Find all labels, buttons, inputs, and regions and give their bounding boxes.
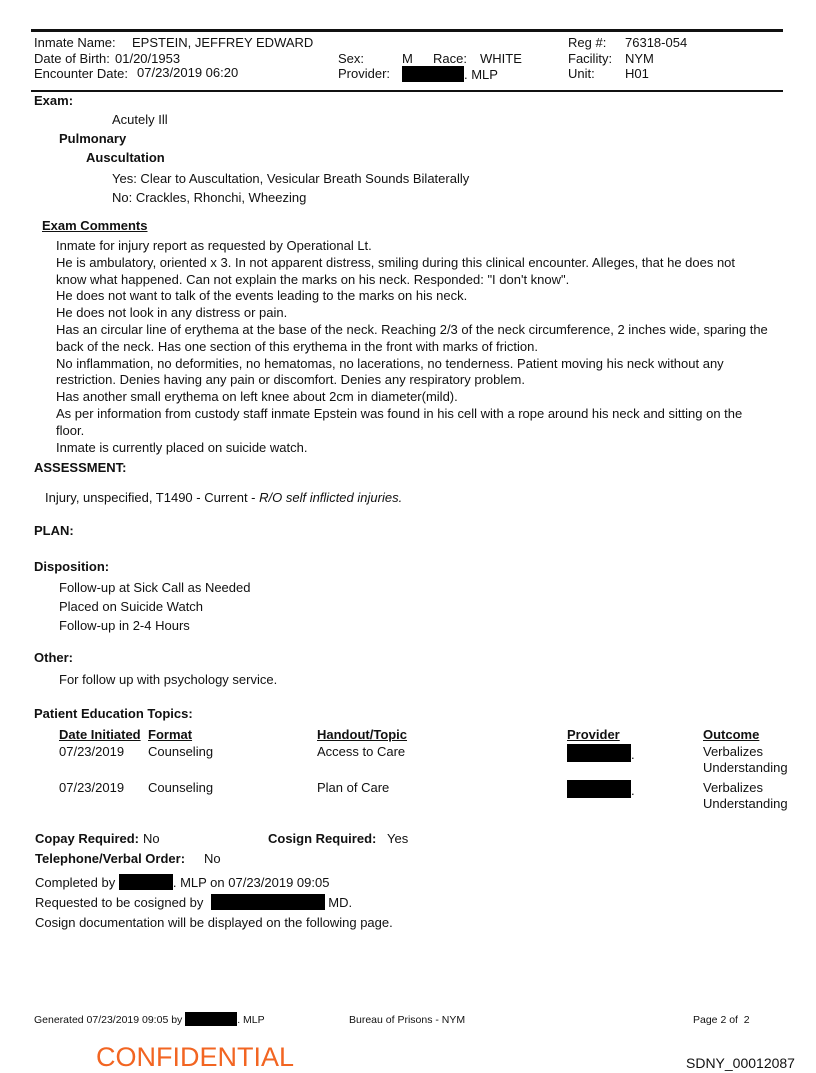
completed-by [35, 874, 329, 891]
page-number: Page 2 of 2 [693, 1014, 750, 1026]
reg-number: 76318-054 [625, 35, 688, 50]
provider-suffix: . MLP [464, 67, 498, 82]
row-date: 07/23/2019 [59, 780, 125, 795]
copay-value: No [143, 831, 160, 846]
col-provider: Provider [567, 727, 620, 742]
disposition-item: Placed on Suicide Watch [59, 599, 204, 614]
tvo-value: No [204, 851, 221, 866]
generated-by [34, 1012, 265, 1028]
generated-suffix: . MLP [237, 1014, 265, 1026]
disposition-item: Follow-up in 2-4 Hours [59, 618, 190, 633]
comment-paragraph: Inmate for injury report as requested by Operational Lt. [56, 238, 372, 253]
exam-title: Exam: [34, 93, 74, 108]
generated-prefix: Generated 07/23/2019 09:05 by [34, 1014, 183, 1026]
assessment-diagnosis: Injury, unspecified, T1490 - Current - [45, 490, 260, 505]
encounter-label: Encounter Date: [34, 66, 128, 81]
col-format: Format [148, 727, 193, 742]
other-text: For follow up with psychology service. [59, 672, 278, 687]
redaction-box [402, 66, 464, 82]
comment-paragraph: Has another small erythema on left knee about 2cm in diameter(mild). [56, 389, 458, 405]
dob: 01/20/1953 [115, 51, 181, 66]
requested-suffix: MD. [328, 895, 353, 910]
provider [402, 66, 498, 83]
race-label: Race: [433, 51, 467, 66]
row-date: 07/23/2019 [59, 744, 125, 759]
tvo-label: Telephone/Verbal Order: [35, 851, 186, 866]
exam-no: No: Crackles, Rhonchi, Wheezing [112, 190, 307, 205]
exam-comments-title: Exam Comments [42, 218, 148, 233]
copay-label: Copay Required: [35, 831, 140, 846]
comment-paragraph: He does not look in any distress or pain. [56, 305, 288, 321]
row-outcome-line2: Understanding [703, 796, 788, 811]
cosign-value: Yes [387, 831, 409, 846]
cosign-note: Cosign documentation will be displayed on the following page. [35, 915, 393, 930]
inmate-name: EPSTEIN, JEFFREY EDWARD [132, 35, 314, 50]
completed-suffix: . MLP on 07/23/2019 09:05 [172, 875, 330, 890]
exam-subsection: Auscultation [86, 150, 165, 165]
assessment-text [45, 490, 402, 506]
provider-label: Provider: [338, 66, 391, 81]
sex: M [402, 51, 413, 66]
education-title: Patient Education Topics: [34, 706, 193, 721]
disposition-title: Disposition: [34, 559, 110, 574]
header-top-rule [31, 29, 783, 32]
comment-paragraph: He does not want to talk of the events leading to the marks on his neck. [56, 288, 468, 304]
comment-paragraph: He is ambulatory, oriented x 3. In not apparent distress, smiling during this clinical encounter. Alleges, that he does not know what happened. Can not explain the marks on his neck. Responded: "I don't know". [56, 254, 736, 287]
provider-suffix: . [631, 747, 635, 762]
completed-prefix: Completed by [35, 875, 116, 890]
requested-cosign [35, 894, 352, 911]
bates-number: SDNY_00012087 [686, 1055, 795, 1071]
col-outcome: Outcome [703, 727, 760, 742]
row-provider [567, 744, 635, 763]
comment-paragraph: No inflammation, no deformities, no hematomas, no lacerations, no tenderness. Patient moving his neck without any restriction. Denies having any pain or discomfort. Denies any respiratory problem. [56, 355, 724, 388]
reg-label: Reg #: [568, 35, 607, 50]
facility: NYM [625, 51, 654, 66]
row-topic: Access to Care [317, 744, 406, 759]
sex-label: Sex: [338, 51, 365, 66]
exam-yes: Yes: Clear to Auscultation, Vesicular Breath Sounds Bilaterally [112, 171, 470, 186]
cosign-label: Cosign Required: [268, 831, 377, 846]
row-topic: Plan of Care [317, 780, 390, 795]
unit: H01 [625, 66, 649, 81]
redaction-box [119, 874, 173, 890]
race: WHITE [480, 51, 522, 66]
row-outcome-line2: Understanding [703, 760, 788, 775]
facility-label: Facility: [568, 51, 613, 66]
confidential-stamp: CONFIDENTIAL [96, 1042, 295, 1072]
redaction-box [567, 744, 631, 762]
comment-paragraph: As per information from custody staff inmate Epstein was found in his cell with a rope around his neck and sitting on the floor. [56, 405, 743, 438]
plan-title: PLAN: [34, 523, 74, 538]
row-provider [567, 780, 635, 799]
col-handout-topic: Handout/Topic [317, 727, 408, 742]
footer-organization: Bureau of Prisons - NYM [349, 1014, 466, 1026]
redaction-box [211, 894, 325, 910]
header-bottom-rule [31, 90, 783, 92]
exam-general: Acutely Ill [112, 112, 168, 127]
disposition-item: Follow-up at Sick Call as Needed [59, 580, 251, 595]
redaction-box [567, 780, 631, 798]
row-outcome-line1: Verbalizes [703, 744, 763, 759]
requested-prefix: Requested to be cosigned by [35, 895, 204, 910]
exam-system: Pulmonary [59, 131, 127, 146]
row-outcome-line1: Verbalizes [703, 780, 763, 795]
provider-suffix: . [631, 783, 635, 798]
comment-paragraph: Inmate is currently placed on suicide watch. [56, 439, 308, 455]
encounter-date: 07/23/2019 06:20 [137, 65, 239, 80]
exam-comments [56, 238, 768, 456]
col-date-initiated: Date Initiated [59, 727, 141, 742]
inmate-name-label: Inmate Name: [34, 35, 116, 50]
row-format: Counseling [148, 780, 214, 795]
redaction-box [185, 1012, 237, 1026]
unit-label: Unit: [568, 66, 595, 81]
assessment-title: ASSESSMENT: [34, 460, 127, 475]
assessment-note: R/O self inflicted injuries. [259, 490, 403, 505]
dob-label: Date of Birth: [34, 51, 110, 66]
row-format: Counseling [148, 744, 214, 759]
other-title: Other: [34, 650, 73, 665]
comment-paragraph: Has an circular line of erythema at the base of the neck. Reaching 2/3 of the neck circumference, 2 inches wide, sparing the back of the neck. Has one section of this erythema in the front with marks of friction. [56, 321, 768, 354]
